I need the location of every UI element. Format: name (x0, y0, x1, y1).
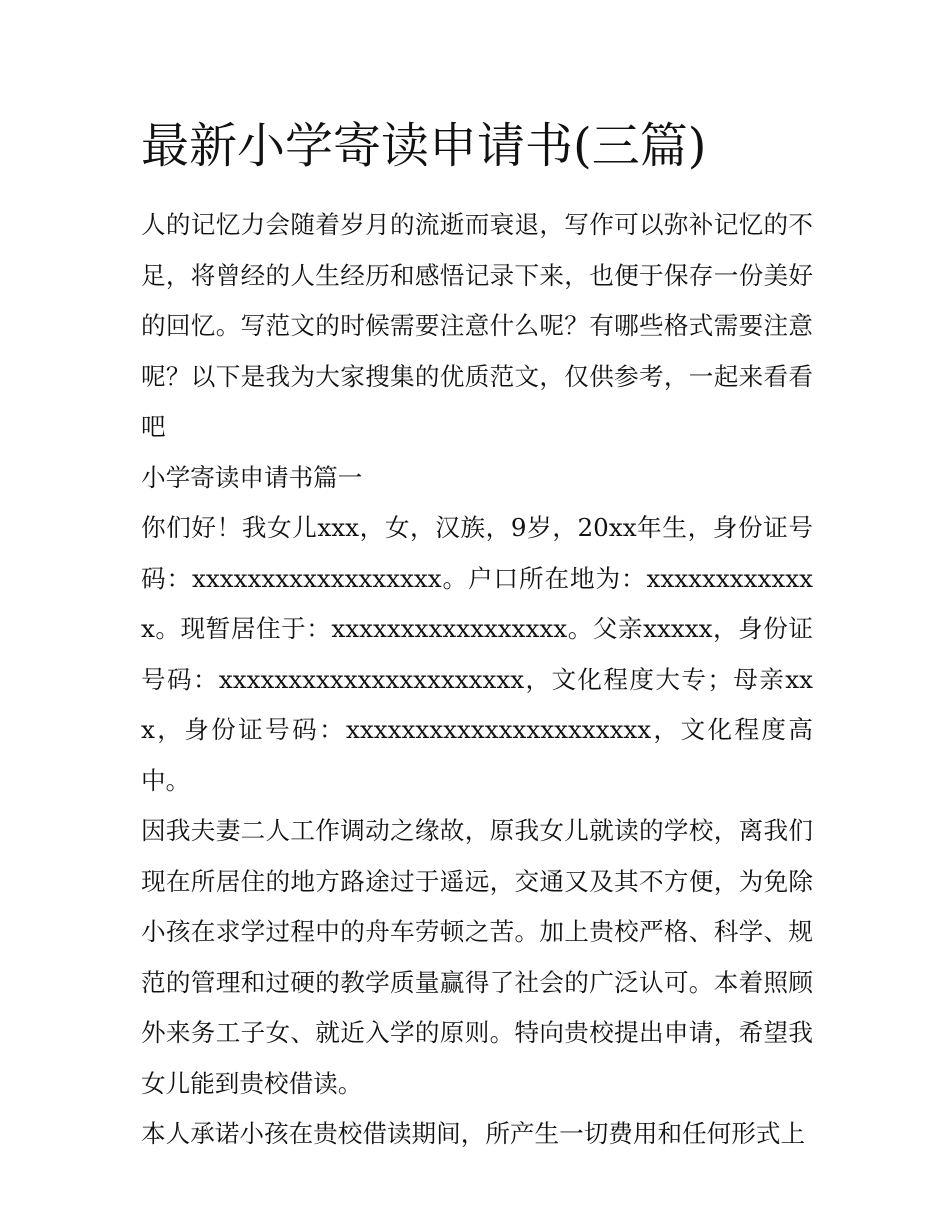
body-paragraph-2: 因我夫妻二人工作调动之缘故，原我女儿就读的学校，离我们现在所居住的地方路途过于遥远，交通又及其不方便，为免除小孩在求学过程中的舟车劳顿之苦。加上贵校严格、科学、规范的管理和过硬的教学质量赢得了社会的广泛认可。本着照顾外来务工子女、就近入学的原则。特向贵校提出申请，希望我女儿能到贵校借读。 (141, 816, 813, 1098)
document-title: 最新小学寄读申请书(三篇) (141, 118, 707, 174)
body-paragraph-1: 你们好！我女儿xxx，女，汉族，9岁，20xx年生，身份证号码：xxxxxxxxxxxxxxxxxx。户口所在地为：xxxxxxxxxxxxx。现暂居住于：xxxxxxxxxxxxxxxxx。父亲xxxxx，身份证号码：xxxxxxxxxxxxxxxxxxxxxx，文化程度大专；母亲xxx，身份证号码：xxxxxxxxxxxxxxxxxxxxxx，文化程度高中。 (141, 513, 813, 795)
section-heading: 小学寄读申请书篇一 (141, 462, 363, 492)
document-body (141, 108, 813, 1160)
body-paragraph-3: 本人承诺小孩在贵校借读期间，所产生一切费用和任何形式上 (141, 1119, 806, 1148)
intro-paragraph: 人的记忆力会随着岁月的流逝而衰退，写作可以弥补记忆的不足，将曾经的人生经历和感悟记录下来，也便于保存一份美好的回忆。写范文的时候需要注意什么呢？有哪些格式需要注意呢？以下是我为大家搜集的优质范文，仅供参考，一起来看看吧 (141, 210, 813, 441)
